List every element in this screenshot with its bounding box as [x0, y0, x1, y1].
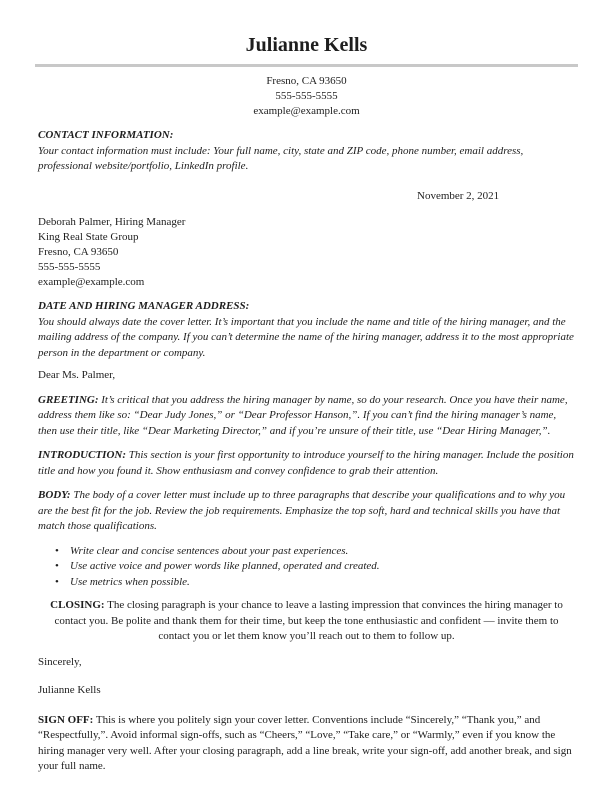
sender-email: example@example.com: [253, 105, 360, 117]
annotation-body: [38, 488, 575, 535]
annotation-contact-information: Your contact information must include: Your full name, city, state and ZIP code, phone number, email address, professional website/portfolio, LinkedIn profile.: [38, 144, 524, 172]
recipient-address-block: [38, 215, 575, 290]
page-title: Julianne Kells: [245, 34, 368, 56]
annotation-greeting-text: It’s critical that you address the hiring manager by name, so do your research. Once you have their name, address them like so: “Dear Judy Jones,” or “Dear Professor Hanson,”. If you can’t find the hiring manager’s name, then use their title, like “Dear Marketing Director,” and if you’re unsure of their title, use “Dear Hiring Manager,”.: [38, 393, 568, 437]
section-label-date-address: DATE AND HIRING MANAGER ADDRESS:: [38, 300, 250, 312]
recipient-email: example@example.com: [38, 276, 145, 288]
annotation-date-address: You should always date the cover letter. It’s important that you include the name and title of the hiring manager, and the mailing address of the company. If you can’t determine the name of the hiring manager, address it to the most appropriate person in the department or company.: [38, 315, 574, 359]
sender-phone: 555-555-5555: [275, 90, 338, 102]
section-label-greeting: GREETING:: [38, 393, 99, 406]
list-item-text: Write clear and concise sentences about your past experiences.: [70, 544, 349, 557]
salutation: Dear Ms. Palmer,: [38, 369, 116, 381]
annotation-closing-text: The closing paragraph is your chance to leave a lasting impression that convinces the hiring manager to contact you. Be polite and thank them for their time, but keep the tone enthusiastic and confident — invite them to contact you or let them know you’ll reach out to them to follow up.: [54, 599, 563, 642]
annotation-closing: [38, 598, 575, 645]
annotation-greeting: [38, 393, 575, 440]
recipient-company: King Real State Group: [38, 231, 139, 243]
bullet-icon: •: [55, 544, 59, 557]
header-divider: [35, 64, 578, 67]
body-tips-list: [38, 544, 575, 591]
annotation-sign-off: [38, 713, 575, 775]
recipient-phone: 555-555-5555: [38, 261, 101, 273]
letter-date: November 2, 2021: [417, 189, 500, 202]
section-label-introduction: INTRODUCTION:: [38, 449, 126, 461]
list-item-text: Use metrics when possible.: [70, 575, 190, 588]
section-label-contact-information: CONTACT INFORMATION:: [38, 129, 174, 141]
annotation-sign-off-text: This is where you politely sign your cover letter. Conventions include “Sincerely,” “Thank you,” and “Respectfully,”. Avoid informal sign-offs, such as “Cheers,” “Love,” “Take care,” or “Warmly,” even if you know the hiring manager very well. After your closing paragraph, add a line break, write your sign-off, add another break, and sign your full name.: [38, 713, 572, 772]
section-label-sign-off: SIGN OFF:: [38, 713, 94, 726]
signature-name: Julianne Kells: [38, 684, 101, 696]
section-label-closing: CLOSING:: [50, 599, 105, 611]
list-item-text: Use active voice and power words like planned, operated and created.: [70, 560, 380, 572]
bullet-icon: •: [55, 575, 59, 588]
bullet-icon: •: [55, 560, 59, 572]
recipient-location: Fresno, CA 93650: [38, 246, 119, 258]
section-label-body: BODY:: [38, 489, 71, 501]
valediction: Sincerely,: [38, 655, 82, 668]
sender-contact-block: [38, 74, 575, 119]
list-item: [38, 544, 575, 560]
annotation-introduction-text: This section is your first opportunity to introduce yourself to the hiring manager. Include the position title and how you found it. Show enthusiasm and convey confidence to grab their attention.: [38, 449, 574, 477]
list-item: [38, 559, 575, 575]
sender-location: Fresno, CA 93650: [266, 75, 347, 87]
annotation-introduction: [38, 448, 575, 479]
annotation-body-text: The body of a cover letter must include up to three paragraphs that describe your qualifications and to why you are the best fit for the job. Review the job requirements. Emphasize the top soft, hard and technical skills you have that match those qualifications.: [38, 489, 566, 532]
list-item: [38, 575, 575, 591]
recipient-name: Deborah Palmer, Hiring Manager: [38, 216, 186, 228]
